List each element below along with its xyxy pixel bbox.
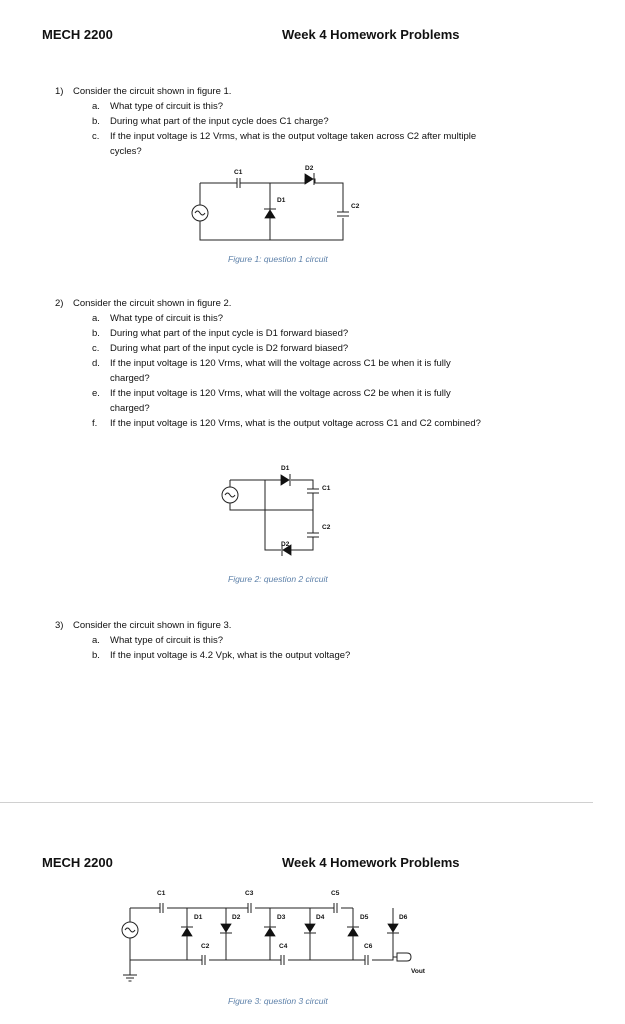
fig3-label-c4: C4 [279, 943, 288, 950]
q2d-text: If the input voltage is 120 Vrms, what will the voltage across C1 be when it is fully [110, 358, 451, 369]
fig1-d2-icon [305, 173, 314, 185]
q2f-label: f. [92, 418, 98, 429]
page-title-page2: Week 4 Homework Problems [282, 855, 460, 870]
q2b-text: During what part of the input cycle is D1 forward biased? [110, 328, 349, 339]
q1b-text: During what part of the input cycle does C1 charge? [110, 116, 329, 127]
fig3-wires [130, 908, 397, 975]
q2d-label: d. [92, 358, 100, 369]
fig2-c1-icon [307, 489, 319, 493]
q2-number: 2) [55, 298, 64, 309]
fig3-c6-icon [365, 955, 368, 965]
fig1-label-d1: D1 [277, 197, 286, 204]
fig1-source-icon [192, 205, 208, 221]
q1c-text: If the input voltage is 12 Vrms, what is the output voltage taken across C2 after multiple [110, 131, 477, 142]
q2a-label: a. [92, 313, 100, 324]
fig3-d5-icon [347, 927, 359, 936]
fig3-c1-icon [160, 903, 163, 913]
figure-1-caption: Figure 1: question 1 circuit [228, 254, 328, 264]
q2e-label: e. [92, 388, 100, 399]
q1c-text-cont: cycles? [110, 146, 142, 157]
fig3-d1-icon [181, 927, 193, 936]
fig3-d4-icon [304, 924, 316, 933]
q2c-label: c. [92, 343, 100, 354]
fig3-label-c2: C2 [201, 943, 210, 950]
q1b-label: b. [92, 116, 100, 127]
fig1-label-c2: C2 [351, 203, 360, 210]
fig3-label-c3: C3 [245, 890, 254, 897]
fig3-c5-icon [334, 903, 337, 913]
q3b-text: If the input voltage is 4.2 Vpk, what is the output voltage? [110, 650, 351, 661]
fig3-label-d1: D1 [194, 914, 203, 921]
fig3-label-vout: Vout [411, 968, 425, 975]
q2b-label: b. [92, 328, 100, 339]
q2c-text: During what part of the input cycle is D2 forward biased? [110, 343, 349, 354]
q3a-text: What type of circuit is this? [110, 635, 223, 646]
fig1-d1-icon [264, 209, 276, 218]
figure-2-circuit [215, 460, 340, 560]
fig1-label-c1: C1 [234, 169, 243, 176]
fig3-source-icon [122, 922, 138, 938]
q1c-label: c. [92, 131, 100, 142]
figure-3-caption: Figure 3: question 3 circuit [228, 996, 328, 1006]
fig3-label-d4: D4 [316, 914, 325, 921]
fig3-label-d2: D2 [232, 914, 241, 921]
fig2-d1-icon [281, 474, 290, 486]
figure-3-circuit [115, 882, 435, 992]
q1-stem: Consider the circuit shown in figure 1. [73, 86, 232, 97]
fig1-c1-icon [237, 178, 244, 188]
q2e-text-cont: charged? [110, 403, 150, 414]
q1-number: 1) [55, 86, 64, 97]
q1a-text: What type of circuit is this? [110, 101, 223, 112]
fig3-ground-icon [123, 975, 137, 981]
fig2-wires [230, 480, 313, 550]
page-title: Week 4 Homework Problems [282, 27, 460, 42]
q3-number: 3) [55, 620, 64, 631]
page-separator [0, 802, 593, 803]
fig2-label-c2: C2 [322, 524, 331, 531]
fig3-label-c1: C1 [157, 890, 166, 897]
fig3-label-c5: C5 [331, 890, 340, 897]
fig2-label-c1: C1 [322, 485, 331, 492]
q2-stem: Consider the circuit shown in figure 2. [73, 298, 232, 309]
fig2-label-d1: D1 [281, 465, 290, 472]
fig3-label-d5: D5 [360, 914, 369, 921]
fig1-c2-icon [337, 212, 349, 216]
q2d-text-cont: charged? [110, 373, 150, 384]
fig2-label-d2: D2 [281, 541, 290, 548]
fig3-d2-icon [220, 924, 232, 933]
fig3-c4-icon [281, 955, 284, 965]
q2a-text: What type of circuit is this? [110, 313, 223, 324]
q3a-label: a. [92, 635, 100, 646]
figure-2-caption: Figure 2: question 2 circuit [228, 574, 328, 584]
fig3-c3-icon [248, 903, 251, 913]
figure-1-circuit [180, 165, 370, 250]
fig3-d6-icon [387, 924, 399, 933]
course-code-page2: MECH 2200 [42, 855, 113, 870]
fig2-c2-icon [307, 533, 319, 537]
q3-stem: Consider the circuit shown in figure 3. [73, 620, 232, 631]
fig3-d3-icon [264, 927, 276, 936]
q2e-text: If the input voltage is 120 Vrms, what will the voltage across C2 be when it is fully [110, 388, 451, 399]
q3b-label: b. [92, 650, 100, 661]
fig3-label-d3: D3 [277, 914, 286, 921]
fig3-label-c6: C6 [364, 943, 373, 950]
q2f-text: If the input voltage is 120 Vrms, what is the output voltage across C1 and C2 combined? [110, 418, 481, 429]
fig3-label-d6: D6 [399, 914, 408, 921]
fig3-output-terminal-icon [397, 953, 411, 961]
course-code: MECH 2200 [42, 27, 113, 42]
fig2-source-icon [222, 487, 238, 503]
q1a-label: a. [92, 101, 100, 112]
fig1-label-d2: D2 [305, 165, 314, 172]
fig3-c2-icon [202, 955, 205, 965]
